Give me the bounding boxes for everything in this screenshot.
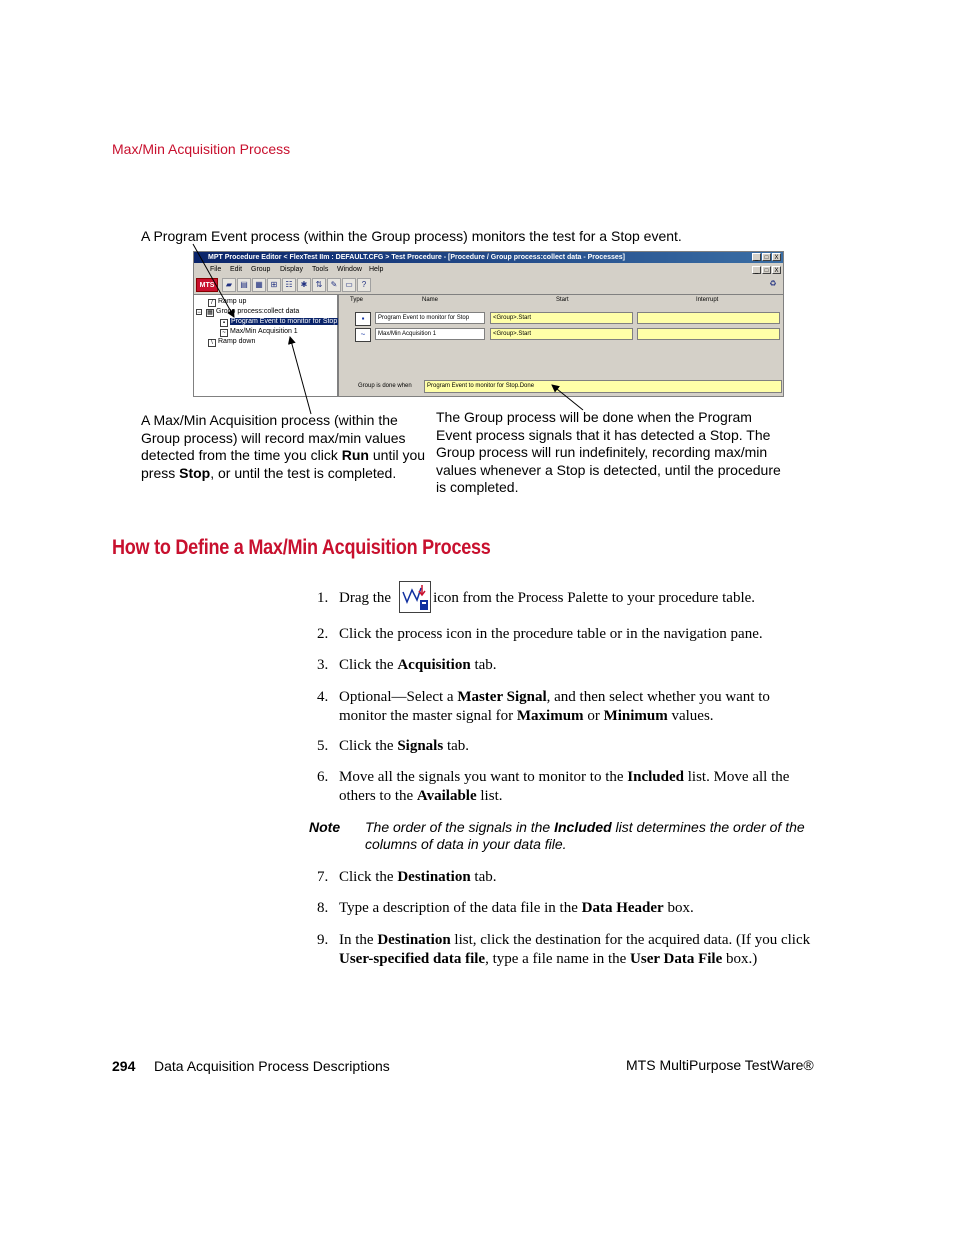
col-interrupt: Interrupt bbox=[696, 297, 719, 303]
maximize-button[interactable]: □ bbox=[762, 253, 771, 261]
maxmin-icon: ~ bbox=[220, 329, 228, 337]
help-icon[interactable]: ? bbox=[357, 278, 371, 292]
checklist-icon[interactable]: ☷ bbox=[282, 278, 296, 292]
maxmin-palette-icon bbox=[399, 581, 431, 613]
gear-icon[interactable]: ✱ bbox=[297, 278, 311, 292]
caption-top: A Program Event process (within the Group process) monitors the test for a Stop event. bbox=[141, 228, 682, 244]
child-minimize-button[interactable]: _ bbox=[752, 266, 761, 274]
menu-help[interactable]: Help bbox=[369, 266, 384, 273]
row2-name[interactable]: Max/Min Acquisition 1 bbox=[375, 328, 485, 340]
row2-start[interactable]: <Group>.Start bbox=[490, 328, 633, 340]
note-text: The order of the signals in the Included list determines the order of the columns of data in your data file. bbox=[365, 819, 805, 852]
nav-ramp-down[interactable]: \ Ramp down bbox=[208, 337, 255, 347]
nav-group-process[interactable]: − ▦ Group process:collect data bbox=[197, 308, 300, 316]
col-name: Name bbox=[422, 297, 439, 303]
row1-name[interactable]: Program Event to monitor for Stop bbox=[375, 312, 485, 324]
done-label: Group is done when bbox=[358, 383, 412, 389]
menu-group[interactable]: Group bbox=[251, 266, 271, 273]
maxmin-icon[interactable]: ~ bbox=[355, 328, 371, 342]
minimize-button[interactable]: _ bbox=[752, 253, 761, 261]
callout-maxmin bbox=[290, 337, 311, 414]
ramp-icon: \ bbox=[208, 339, 216, 347]
menu-file[interactable]: File bbox=[210, 266, 222, 273]
pencil-icon[interactable]: ✎ bbox=[327, 278, 341, 292]
save-icon[interactable]: ▤ bbox=[237, 278, 251, 292]
menu-display[interactable]: Display bbox=[280, 266, 303, 273]
col-start: Start bbox=[556, 297, 569, 303]
nav-program-event[interactable]: ▪ Program Event to monitor for Stop bbox=[220, 317, 338, 327]
network-icon[interactable]: ⊞ bbox=[267, 278, 281, 292]
nav-ramp-up[interactable]: / Ramp up bbox=[208, 297, 246, 307]
collapse-icon[interactable]: − bbox=[197, 310, 201, 316]
program-event-icon[interactable]: ▪ bbox=[355, 312, 371, 326]
close-button[interactable]: X bbox=[772, 253, 781, 261]
col-type: Type bbox=[350, 297, 364, 303]
done-field[interactable]: Program Event to monitor for Stop.Done bbox=[424, 380, 782, 393]
section-title: How to Define a Max/Min Acquisition Process bbox=[112, 536, 491, 559]
arrows-icon[interactable]: ⇅ bbox=[312, 278, 326, 292]
note-label: Note bbox=[309, 819, 341, 835]
footer-chapter: Data Acquisition Process Descriptions bbox=[154, 1058, 390, 1074]
child-close-button[interactable]: X bbox=[772, 266, 781, 274]
footer-product: MTS MultiPurpose TestWare® bbox=[626, 1057, 814, 1073]
callout-program-event bbox=[193, 244, 234, 317]
mts-logo: MTS bbox=[196, 278, 218, 292]
document-icon[interactable]: ▭ bbox=[342, 278, 356, 292]
menu-window[interactable]: Window bbox=[337, 266, 362, 273]
menu-edit[interactable]: Edit bbox=[230, 266, 243, 273]
row1-start[interactable]: <Group>.Start bbox=[490, 312, 633, 324]
footer-page-number: 294 bbox=[112, 1058, 136, 1074]
window-title: MPT Procedure Editor < FlexTest IIm : DEFAULT.CFG > Test Procedure - [Procedure / Group process:collect data - Processes] bbox=[208, 254, 625, 261]
print-icon[interactable]: ▦ bbox=[252, 278, 266, 292]
nav-maxmin-acquisition[interactable]: ~ Max/Min Acquisition 1 bbox=[220, 327, 298, 337]
ramp-icon: / bbox=[208, 299, 216, 307]
running-header: Max/Min Acquisition Process bbox=[112, 141, 291, 157]
child-maximize-button[interactable]: □ bbox=[762, 266, 771, 274]
caption-right: The Group process will be done when the Program Event process signals that it has detected a Stop. The Group process will run indefinitely, recording max/min values whenever a Stop is detected, until the procedure is completed. bbox=[436, 409, 781, 495]
trash-icon[interactable]: ♻ bbox=[769, 279, 777, 288]
program-event-icon: ▪ bbox=[220, 319, 228, 327]
open-folder-icon[interactable]: ▰ bbox=[222, 278, 236, 292]
group-icon: ▦ bbox=[207, 310, 213, 316]
menu-tools[interactable]: Tools bbox=[312, 266, 329, 273]
caption-left: A Max/Min Acquisition process (within the Group process) will record max/min values detected from the time you click Run until you press Stop, or until the test is completed. bbox=[141, 412, 426, 481]
callout-group-done bbox=[552, 385, 583, 410]
